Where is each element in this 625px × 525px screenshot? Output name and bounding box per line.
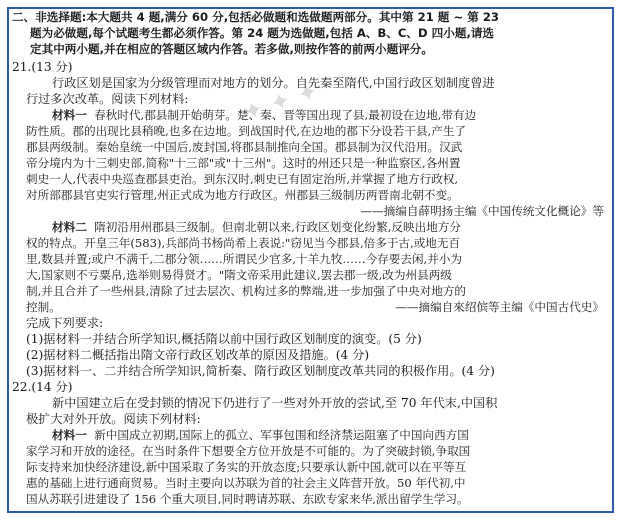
q21-material-2-text: 隋初沿用州郡县三级制。但南北朝以来,行政区划变化纷繁,反映出地方分	[94, 220, 461, 234]
q21-intro-line-1: 行政区划是国家为分级管理而对地方的划分。自先秦至隋代,中国行政区划制度曾进	[52, 76, 495, 90]
q21-material-2-line: 里,数县并置;或户不满千,二郡分领……所谓民少官多,十羊九牧……今存要去闲,并小为	[26, 252, 463, 266]
q22-material-1-first-line	[52, 428, 469, 442]
q22-material-1-line: 家学习和开放的途径。在当时条件下想要全方位开放是不可能的。为了突破封锁,争取国	[26, 444, 471, 458]
q21-material-2-label: 材料二	[52, 220, 87, 234]
q22-intro-line-1: 新中国建立后在受封锁的情况下仍进行了一些对外开放的尝试,至 70 年代末,中国积	[52, 396, 498, 410]
q21-material-1-line: 对所部郡县官吏实行管理,州正式成为地方行政区。州郡县三级制历两晋南北朝不变。	[26, 188, 459, 202]
q21-material-1-source: ——摘编自薛明扬主编《中国传统文化概论》等	[360, 204, 604, 218]
q21-material-1-first-line	[52, 108, 476, 122]
q21-material-2-line: 控制。	[26, 300, 61, 314]
q21-material-1-label: 材料一	[52, 108, 87, 122]
q21-task: (3)据材料一、二并结合所学知识,简析秦、隋行政区划制度改革共同的积极作用。(4 分)	[26, 364, 495, 378]
q22-material-1-label: 材料一	[52, 428, 87, 442]
q21-material-1-text: 春秋时代,郡县制开始萌芽。楚、秦、晋等国出现了县,最初设在边地,带有边	[94, 108, 477, 122]
section-header-line-3: 定其中两小题,并在相应的答题区域内作答。若多做,则按作答的前两小题评分。	[30, 42, 433, 56]
q22-material-1-line: 际支持来加快经济建设,新中国采取了务实的开放态度;只要承认新中国,就可以在平等互	[26, 460, 467, 474]
q21-material-2-line: 权的特点。开皇三年(583),兵部尚书杨尚希上表说:"窃见当今郡县,倍多于古,或地无百	[26, 236, 461, 250]
q21-material-1-line: 防性质。郡的出现比县稍晚,也多在边地。到战国时代,在边地的郡下分设若干县,产生了	[26, 124, 467, 138]
q21-task: (1)据材料一并结合所学知识,概括隋以前中国行政区划制度的演变。(5 分)	[26, 332, 422, 346]
q22-number: 22.(14 分)	[12, 380, 73, 394]
q21-task: (2)据材料二概括指出隋文帝行政区划改革的原因及措施。(4 分)	[26, 348, 370, 362]
q22-material-1-text: 新中国成立初期,国际上的孤立、军事包围和经济禁运阻塞了中国向西方国	[94, 428, 469, 442]
q22-intro-line-2: 极扩大对外开放。阅读下列材料:	[26, 412, 201, 426]
q21-intro-line-2: 行过多次改革。阅读下列材料:	[26, 92, 189, 106]
q21-material-1-line: 郡县两级制。秦始皇统一中国后,废封国,将郡县制推向全国。郡县制为汉代沿用。汉武	[26, 140, 463, 154]
watermark: ✦ ✦ ✦	[239, 76, 322, 128]
q22-material-1-line: 国从苏联引进建设了 156 个重大项目,同时聘请苏联、东欧专家来华,派出留学生学习。	[26, 492, 469, 506]
q21-material-2-line: 大,国家则不亏粟帛,选举则易得贤才。"隋文帝采用此建议,罢去郡一级,改为州县两级	[26, 268, 452, 282]
q21-material-2-source: ——摘编自來绍傧等主编《中国古代史》	[395, 300, 604, 314]
q21-material-2-line: 制,并且合并了一些州县,清除了过去层次、机构过多的弊端,进一步加强了中央对地方的	[26, 284, 467, 298]
q21-material-2-first-line	[52, 220, 461, 234]
q22-material-1-line: 惠的基础上进行通商贸易。当时主要向以苏联为首的社会主义阵营开放。50 年代初,中	[26, 476, 466, 490]
exam-page	[12, 10, 610, 512]
q21-number: 21.(13 分)	[12, 60, 73, 74]
section-header-line-1: 二、非选择题:本大题共 4 题,满分 60 分,包括必做题和选做题两部分。其中第 21 题 ~ 第 23	[12, 10, 499, 24]
q21-task-intro: 完成下列要求:	[26, 316, 104, 330]
q21-material-1-line: 刺史一人,代表中央巡查郡县吏治。到东汉时,刺史已有固定治所,并掌握了地方行政权,	[26, 172, 459, 186]
section-header-line-2: 题为必做题,每个试题考生都必须作答。第 24 题为选做题,包括 A、B、C、D 四小题,请选	[30, 26, 495, 40]
q21-material-1-line: 帝分境内为十三刺史部,简称"十三部"或"十三州"。这时的州还只是一种监察区,各州置	[26, 156, 461, 170]
